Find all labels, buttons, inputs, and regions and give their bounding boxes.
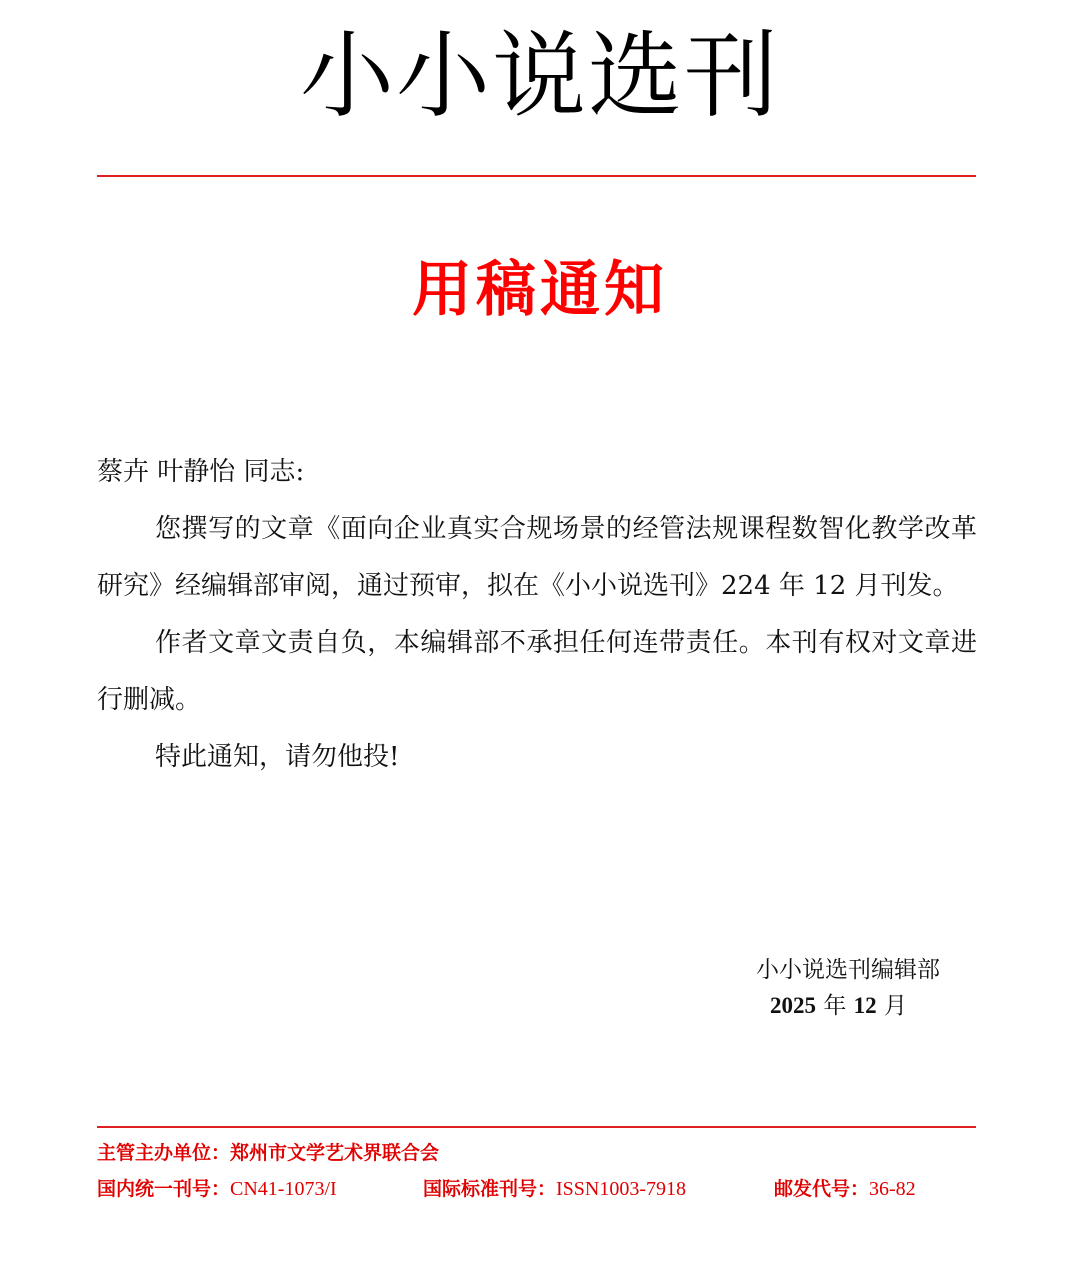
- notice-body: [97, 444, 977, 786]
- postal-value: 36-82: [869, 1178, 916, 1200]
- masthead-title: 小小说选刊: [299, 22, 780, 131]
- cn-value: CN41-1073/I: [230, 1178, 337, 1200]
- footer-sponsor: [97, 1139, 977, 1167]
- paragraph-acceptance: 您撰写的文章《面向企业真实合规场景的经管法规课程数智化教学改革研究》经编辑部审阅，通过预审，拟在《小小说选刊》224 年 12 月刊发。: [97, 514, 977, 601]
- cn-number: [97, 1175, 337, 1203]
- sponsor-label: 主管主办单位：: [97, 1142, 231, 1164]
- signature-month: 12: [853, 993, 877, 1018]
- signature-block: [756, 952, 940, 1024]
- bottom-red-rule: [97, 1126, 976, 1128]
- notice-title: 用稿通知: [412, 255, 668, 325]
- paragraph-closing: 特此通知，请勿他投!: [155, 742, 400, 772]
- salutation: 蔡卉 叶静怡 同志:: [97, 457, 305, 487]
- issn-value: ISSN1003-7918: [556, 1178, 687, 1200]
- issn-number: [423, 1175, 686, 1203]
- signature-department: 小小说选刊编辑部: [756, 957, 940, 983]
- sponsor-value: 郑州市文学艺术界联合会: [230, 1142, 440, 1164]
- postal-code: [774, 1175, 916, 1203]
- paragraph-responsibility: 作者文章文责自负，本编辑部不承担任何连带责任。本刊有权对文章进行删减。: [97, 628, 977, 715]
- signature-date: [756, 988, 940, 1024]
- cn-label: 国内统一刊号：: [97, 1178, 231, 1200]
- signature-year-unit: 年: [823, 993, 847, 1019]
- signature-year: 2025: [770, 993, 816, 1018]
- postal-label: 邮发代号：: [774, 1178, 870, 1200]
- top-red-rule: [97, 175, 976, 177]
- issn-label: 国际标准刊号：: [423, 1178, 557, 1200]
- signature-month-unit: 月: [883, 993, 907, 1019]
